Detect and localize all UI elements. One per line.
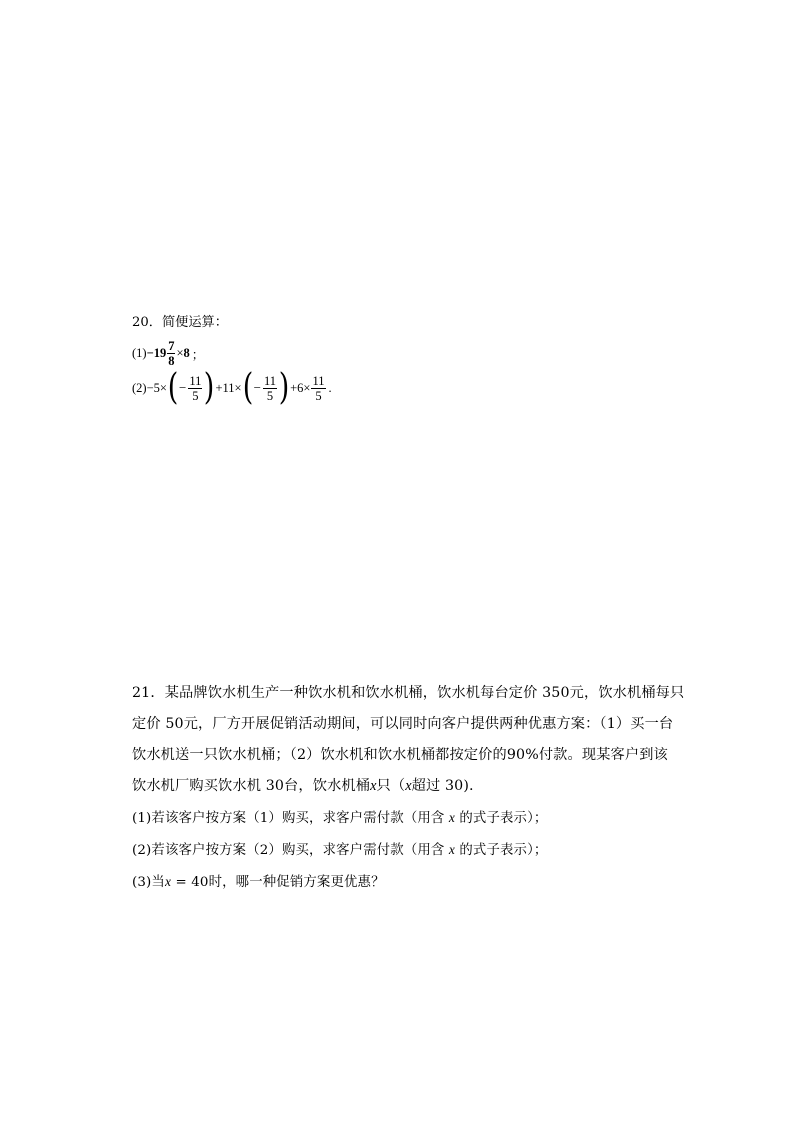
- question-20-part-1: [132, 339, 332, 368]
- part-2-times-1: ×: [159, 380, 167, 395]
- sub-1-text-a: (1)若该客户按方案（1）购买，求客户需付款（用含: [132, 811, 445, 826]
- fraction-3-denominator: 5: [315, 388, 322, 403]
- part-1-fraction-numerator: 7: [168, 339, 175, 353]
- fraction-2-denominator: 5: [266, 388, 274, 403]
- question-20: [132, 313, 332, 406]
- variable-x: x: [164, 874, 172, 889]
- sub-2-text-b: 的式子表示）；: [459, 843, 548, 858]
- part-2-fraction-3: [311, 374, 325, 403]
- question-20-part-2: [132, 367, 332, 408]
- line-4-text-a: 饮水机厂购买饮水机 30台，饮水机桶: [132, 778, 371, 794]
- variable-x: x: [448, 810, 455, 825]
- part-2-fraction-1: [188, 374, 202, 403]
- part-1-whole: 19: [153, 346, 167, 360]
- question-21-line-3: 饮水机送一只饮水机桶；（2）饮水机和饮水机桶都按定价的90%付款。现某客户到该: [132, 747, 668, 763]
- variable-x: x: [370, 778, 377, 794]
- sub-3-text-b: 时，哪一种促销方案更优惠？: [208, 875, 385, 890]
- part-2-inner-minus-2: −: [253, 380, 261, 395]
- line-4-text-c: 超过 30).: [411, 778, 474, 794]
- fraction-3-numerator: 11: [312, 373, 325, 388]
- part-1-factor: 8: [183, 346, 190, 360]
- fraction-2-numerator: 11: [263, 373, 277, 388]
- question-21-line-1: 21．某品牌饮水机生产一种饮水机和饮水机桶，饮水机每台定价 350元，饮水机桶每只: [132, 685, 685, 701]
- variable-x: x: [448, 842, 455, 857]
- question-20-title: 20．简便运算：: [132, 315, 228, 330]
- part-2-plus-1: +11: [215, 380, 235, 395]
- sub-3-equals: = 40: [171, 875, 209, 890]
- part-2-inner-minus-1: −: [179, 380, 187, 395]
- question-21-line-4: [132, 771, 672, 802]
- fraction-1-numerator: 11: [189, 373, 202, 388]
- part-1-label: (1): [132, 346, 147, 360]
- question-21-line-2: 定价 50元，厂方开展促销活动期间，可以同时向客户提供两种优惠方案：（1）买一台: [132, 716, 674, 732]
- line-4-text-b: 只（: [376, 778, 406, 794]
- question-21-sub-2: [132, 834, 672, 866]
- part-1-fraction-denominator: 8: [168, 354, 175, 368]
- sub-3-text-a: (3)当: [132, 875, 165, 890]
- left-paren: (: [242, 367, 253, 408]
- part-2-plus-2: +6: [290, 380, 304, 395]
- part-2-term-a: −5: [146, 380, 160, 395]
- question-21: [132, 678, 685, 898]
- part-2-end: .: [328, 380, 332, 395]
- left-paren: (: [167, 367, 179, 408]
- fraction-1-denominator: 5: [192, 388, 199, 403]
- part-1-fraction: [167, 339, 175, 368]
- part-1-minus: −: [146, 346, 154, 360]
- question-21-sub-1: [132, 802, 672, 834]
- variable-x: x: [405, 778, 412, 794]
- part-1-times: ×: [176, 346, 184, 360]
- part-1-end: ；: [191, 347, 205, 362]
- right-paren: ): [278, 367, 290, 408]
- part-2-times-2: ×: [234, 380, 242, 395]
- part-2-fraction-2: [263, 374, 277, 403]
- right-paren: ): [204, 367, 215, 408]
- sub-1-text-b: 的式子表示）；: [459, 811, 548, 826]
- part-2-times-3: ×: [303, 380, 311, 395]
- sub-2-text-a: (2)若该客户按方案（2）购买，求客户需付款（用含: [132, 843, 445, 858]
- question-21-sub-3: [132, 866, 672, 898]
- part-2-label: (2): [132, 380, 147, 395]
